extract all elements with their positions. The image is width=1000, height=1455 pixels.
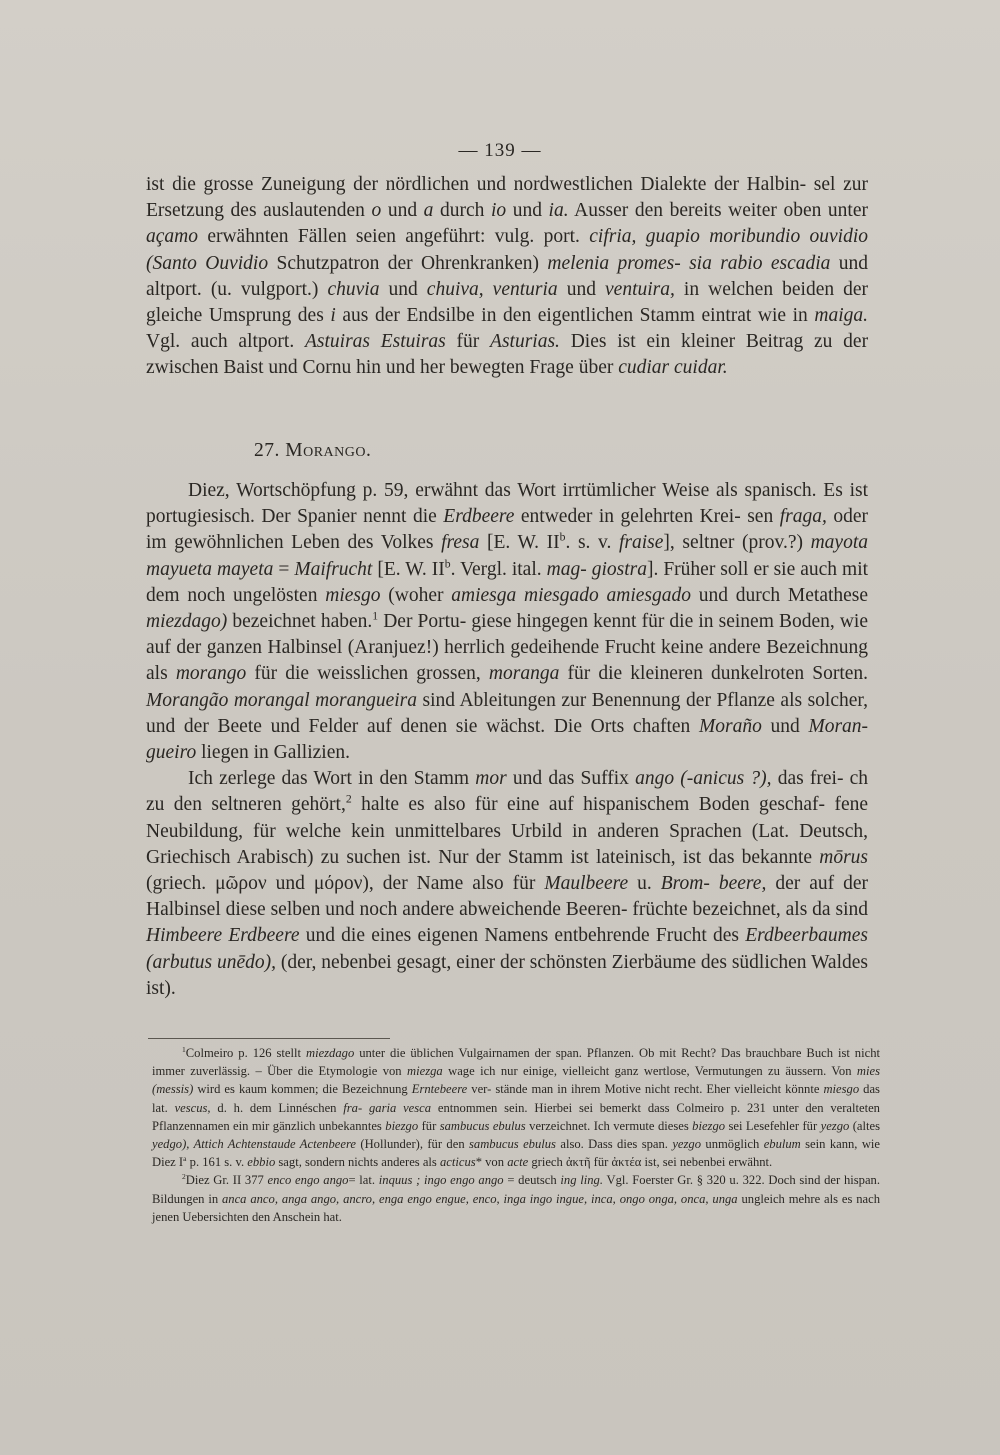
- continuation-paragraph: [146, 172, 868, 382]
- page-number: — 139 —: [458, 140, 542, 161]
- footnotes: [152, 1044, 880, 1226]
- paragraph: Diez, Wortschöpfung p. 59, erwähnt das Wort irrtümlicher Weise als spanisch. Es ist portugiesisch. Der Spanier nennt die Erdbeere entweder in gelehrten Krei- sen fraga, oder im gewöhnlichen Leben des Volkes fresa [E. W. $II^b$. s. v. fraise], seltner (prov.?) mayota mayueta mayeta = Maifrucht [E. W. $II^b$. Vergl. ital. mag- giostra]. Früher soll er sie auch mit dem noch ungelösten miesgo (woher amiesga miesgado amiesgado und durch Metathese miezdago) bezeichnet haben.$^1$ Der Portu- giese hingegen kennt für die in seinem Boden, wie auf der ganzen Halbinsel (Aranjuez!) herrlich gedeihende Frucht keine andere Bezeichnung als morango für die weisslichen grossen, moranga für die kleineren dunkelroten Sorten. Morangão morangal morangueira sind Ableitungen zur Benennung der Pflanze als solcher, und der Beete und Felder auf denen sie wächst. Die Orts chaften Moraño und Moran- gueiro liegen in Gallizien.: [146, 480, 869, 764]
- footnote-divider: [148, 1038, 390, 1039]
- footnote-marker: 1: [182, 1044, 186, 1054]
- section-body: [146, 478, 868, 1002]
- footnote: $^1$Colmeiro p. 126 stellt miezdago unter die üblichen Vulgairnamen der span. Pflanzen. Ob mit Recht? Das brauchbare Buch ist nicht immer zuverlässig. – Über die Etymologie von miezga wage ich nur einige, vielleicht ganz wertlose, Vermutungen zu äussern. Von mies (messis) wird es kaum kommen; die Bezeichnung Erntebeere ver- stände man in ihrem Motive nicht recht. Eher vielleicht könnte miesgo das lat. vescus, d. h. dem Linnéschen fra- garia vesca entnommen sein. Hierbei sei bemerkt dass Colmeiro p. 231 unter den veralteten Pflanzennamen ein mir gänzlich unbekanntes biezgo für sambucus ebulus verzeichnet. Ich vermute dieses biezgo sei Lesefehler für yezgo (altes yedgo), Attich Achtenstaude Actenbeere (Hollunder), für den sambucus ebulus also. Dass dies span. yezgo unmöglich ebulum sein kann, wie Diez $I^a$ p. 161 s. v. ebbio sagt, sondern nichts anderes als acticus* von acte griech ἀκτῆ für ἀκτέα ist, sei nebenbei erwähnt.: [152, 1044, 881, 1170]
- footnote-marker: 2: [182, 1172, 186, 1182]
- paragraph: ist die grosse Zuneigung der nördlichen und nordwestlichen Dialekte der Halbin- sel zur Ersetzung des auslautenden o und a durch io und ia. Ausser den bereits weiter oben unter açamo erwähnten Fällen seien angeführt: vulg. port. cifria, guapio moribundio ouvidio (Santo Ouvidio Schutzpatron der Ohrenkranken) melenia promes- sia rabio escadia und altport. (u. vulgport.) chuvia und chuiva, venturia und ventuira, in welchen beiden der gleiche Umsprung des i aus der Endsilbe in den eigentlichen Stamm eintrat wie in maiga. Vgl. auch altport. Astuiras Estuiras für Asturias. Dies ist ein kleiner Beitrag zu der zwischen Baist und Cornu hin und her bewegten Frage über cudiar cuidar.: [146, 174, 869, 379]
- section-number: 27.: [254, 440, 280, 461]
- footnote-ref: 2: [345, 792, 352, 806]
- section-heading: [254, 440, 371, 462]
- section-title: Morango.: [285, 440, 372, 461]
- footnote: $^2$Diez Gr. II 377 enco engo ango= lat. inquus ; ingo engo ango = deutsch ing ling. Vgl. Foerster Gr. § 320 u. 322. Doch sind der hispan. Bildungen in anca anco, anga ango, ancro, enga engo engue, enco, inga ingo ingue, inca, ongo onga, onca, unga ungleich mehre als es nach jenen Uebersichten den Anschein hat.: [152, 1172, 880, 1224]
- paragraph: Ich zerlege das Wort in den Stamm mor und das Suffix ango (-anicus ?), das frei- ch zu den seltneren gehört,$^2$ halte es also für eine auf hispanischem Boden geschaf- fene Neubildung, für welche kein unmittelbares Urbild in anderen Sprachen (Lat. Deutsch, Griechisch Arabisch) zu suchen ist. Nur der Stamm ist lateinisch, ist das bekannte mōrus (griech. μῶρον und μόρον), der Name also für Maulbeere u. Brom- beere, der auf der Halbinsel diese selben und noch andere abweichende Beeren- früchte bezeichnet, als da sind Himbeere Erdbeere und die eines eigenen Namens entbehrende Frucht des Erdbeerbaumes (arbutus unēdo), (der, nebenbei gesagt, einer der schönsten Zierbäume des südlichen Waldes ist).: [146, 768, 869, 999]
- footnote-ref: 1: [372, 609, 379, 623]
